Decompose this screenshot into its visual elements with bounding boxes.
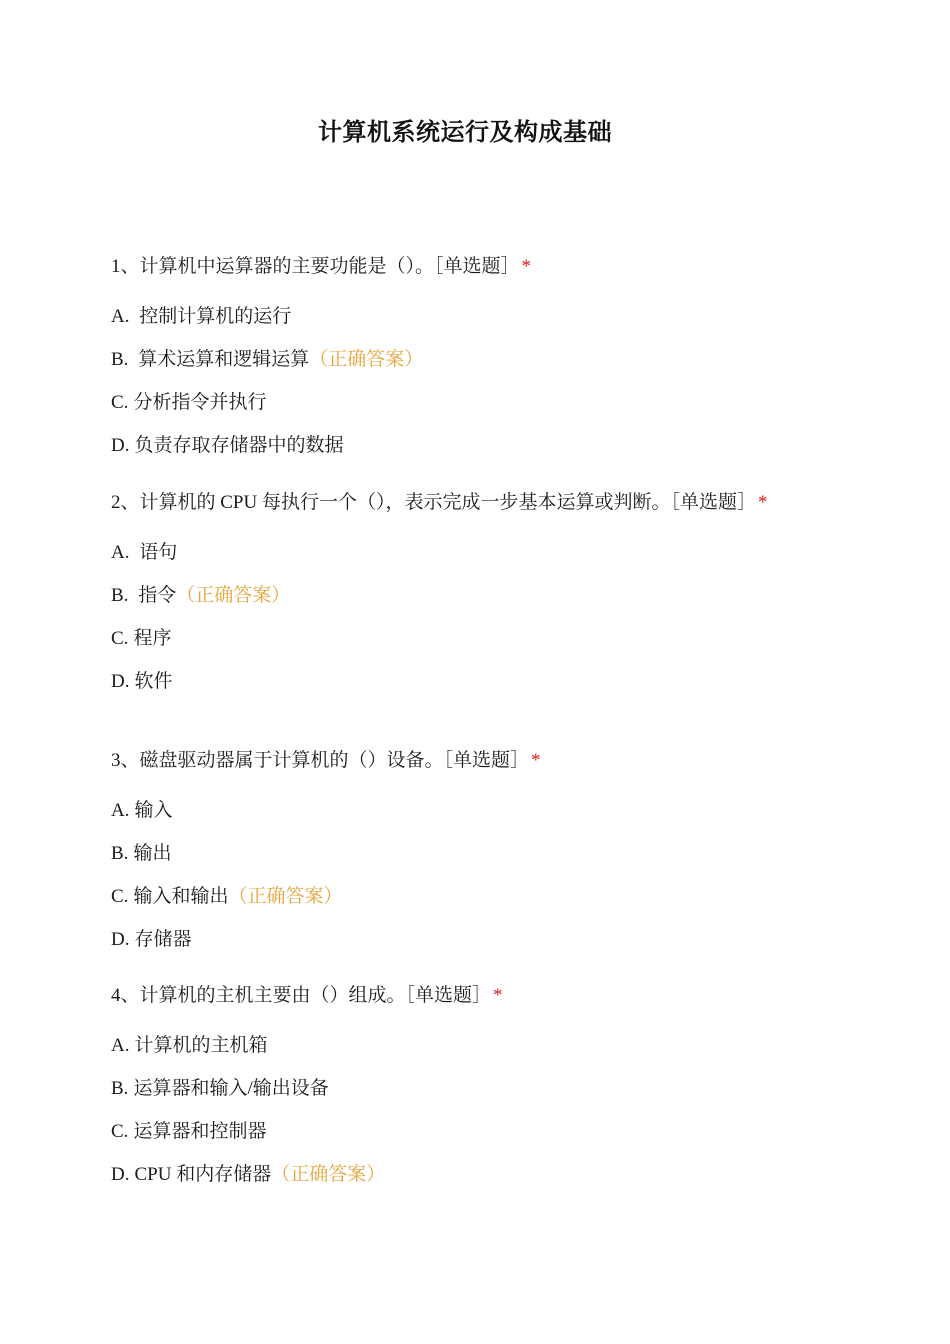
option-letter: A. [111,306,130,327]
correct-answer-tag: （正确答案） [228,886,343,907]
question-stem-text: 2、计算机的 CPU 每执行一个（），表示完成一步基本运算或判断。［单选题］ [111,492,756,513]
option-text: CPU 和内存储器 [134,1164,272,1185]
option-letter: D. [111,671,130,692]
option-text: 输出 [133,843,172,864]
option-text: 语句 [134,542,178,563]
required-star: * [531,750,541,771]
question-4 [111,984,811,1187]
option-text: 负责存取存储器中的数据 [134,435,344,456]
correct-answer-tag: （正确答案） [271,1164,386,1185]
option-letter: C. [111,886,129,907]
question-stem-text: 4、计算机的主机主要由（）组成。［单选题］ [111,985,492,1006]
option-b[interactable] [111,348,811,372]
option-letter: D. [111,1164,130,1185]
option-letter: C. [111,392,129,413]
option-c[interactable] [111,391,811,415]
option-letter: C. [111,1121,129,1142]
required-star: * [757,492,768,513]
question-stem [111,255,811,279]
option-letter: C. [111,628,129,649]
option-b[interactable] [111,842,811,866]
question-stem-text: 1、计算机中运算器的主要功能是（）。［单选题］ [111,256,520,277]
option-b[interactable] [111,1077,811,1101]
option-letter: B. [111,585,129,606]
option-letter: B. [111,349,129,370]
option-letter: D. [111,929,130,950]
option-b[interactable] [111,584,811,608]
option-c[interactable] [111,1120,811,1144]
option-a[interactable] [111,799,811,823]
correct-answer-tag: （正确答案） [309,349,424,370]
option-c[interactable] [111,627,811,651]
option-d[interactable] [111,1163,811,1187]
option-text: 软件 [134,671,173,692]
option-letter: B. [111,843,129,864]
option-text: 输入和输出 [133,886,229,907]
option-text: 存储器 [134,929,192,950]
question-stem [111,749,811,773]
option-text: 运算器和控制器 [133,1121,267,1142]
question-stem [111,491,811,515]
option-d[interactable] [111,928,811,952]
required-star: * [493,985,503,1006]
option-c[interactable] [111,885,811,909]
question-2 [111,491,811,694]
option-text: 控制计算机的运行 [134,306,292,327]
option-a[interactable] [111,305,811,329]
option-letter: A. [111,1035,130,1056]
option-letter: A. [111,800,130,821]
page-title: 计算机系统运行及构成基础 [318,118,612,146]
option-a[interactable] [111,541,811,565]
option-letter: D. [111,435,130,456]
option-text: 指令 [133,585,177,606]
option-d[interactable] [111,670,811,694]
option-letter: B. [111,1078,129,1099]
question-stem [111,984,811,1008]
option-text: 输入 [134,800,173,821]
option-text: 运算器和输入/输出设备 [133,1078,329,1099]
question-3 [111,749,811,952]
option-text: 计算机的主机箱 [134,1035,268,1056]
option-letter: A. [111,542,130,563]
option-text: 程序 [133,628,172,649]
option-d[interactable] [111,434,811,458]
question-stem-text: 3、磁盘驱动器属于计算机的（）设备。［单选题］ [111,750,530,771]
option-text: 算术运算和逻辑运算 [133,349,310,370]
option-text: 分析指令并执行 [133,392,267,413]
required-star: * [521,256,532,277]
correct-answer-tag: （正确答案） [176,585,291,606]
option-a[interactable] [111,1034,811,1058]
question-1 [111,255,811,458]
